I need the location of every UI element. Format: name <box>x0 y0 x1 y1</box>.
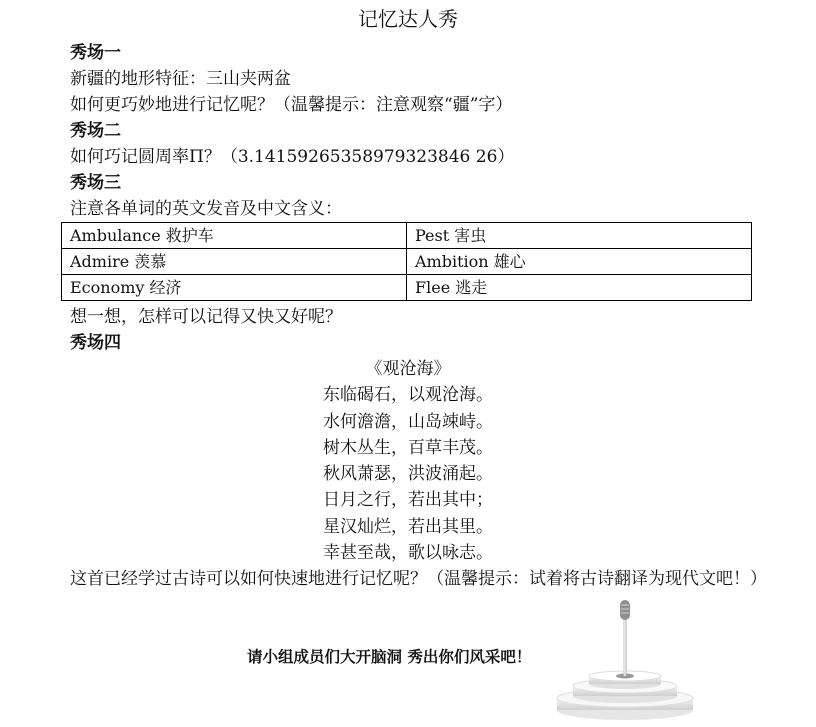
table-cell: Admire 羡慕 <box>62 249 407 275</box>
section-two-heading: 秀场二 <box>70 121 121 141</box>
poem-line: 日月之行，若出其中； <box>323 490 493 511</box>
section-three-heading: 秀场三 <box>70 173 121 193</box>
table-cell: Ambition 雄心 <box>407 249 752 275</box>
table-cell: Ambulance 救护车 <box>62 223 407 249</box>
table-row <box>62 249 752 275</box>
section-two <box>70 118 514 170</box>
poem-line: 幸甚至哉，歌以咏志。 <box>323 543 493 564</box>
section-four-heading: 秀场四 <box>70 333 121 353</box>
section-one <box>70 40 512 118</box>
section-one-line-1: 新疆的地形特征：三山夹两盆 <box>70 69 291 89</box>
poem <box>0 356 816 566</box>
table-row <box>62 275 752 301</box>
poem-line: 东临碣石，以观沧海。 <box>323 385 493 406</box>
microphone-stage-icon <box>545 598 705 723</box>
section-three-intro: 注意各单词的英文发音及中文含义： <box>70 199 342 219</box>
section-four-question: 这首已经学过古诗可以如何快速地进行记忆呢？（温馨提示：试着将古诗翻译为现代文吧！） <box>70 569 767 589</box>
table-cell: Economy 经济 <box>62 275 407 301</box>
poem-line: 秋风萧瑟，洪波涌起。 <box>323 464 493 485</box>
section-three-footer <box>70 304 342 356</box>
poem-line: 星汉灿烂，若出其里。 <box>323 516 493 537</box>
page-title: 记忆达人秀 <box>358 7 458 31</box>
table-cell: Flee 逃走 <box>407 275 752 301</box>
poem-line: 水何澹澹，山岛竦峙。 <box>323 411 493 432</box>
slogan: 请小组成员们大开脑洞 秀出你们风采吧！ <box>247 648 532 666</box>
section-three-question: 想一想，怎样可以记得又快又好呢？ <box>70 307 342 327</box>
section-three <box>70 170 342 222</box>
poem-line: 树木丛生，百草丰茂。 <box>323 437 493 458</box>
poem-title: 《观沧海》 <box>365 359 451 379</box>
section-one-line-2: 如何更巧妙地进行记忆呢？（温馨提示：注意观察“疆”字） <box>70 95 513 115</box>
section-one-heading: 秀场一 <box>70 43 121 63</box>
section-two-line-1: 如何巧记圆周率Π？（3.14159265358979323846 26） <box>70 147 515 167</box>
vocabulary-table <box>61 222 752 301</box>
table-cell: Pest 害虫 <box>407 223 752 249</box>
table-row <box>62 223 752 249</box>
